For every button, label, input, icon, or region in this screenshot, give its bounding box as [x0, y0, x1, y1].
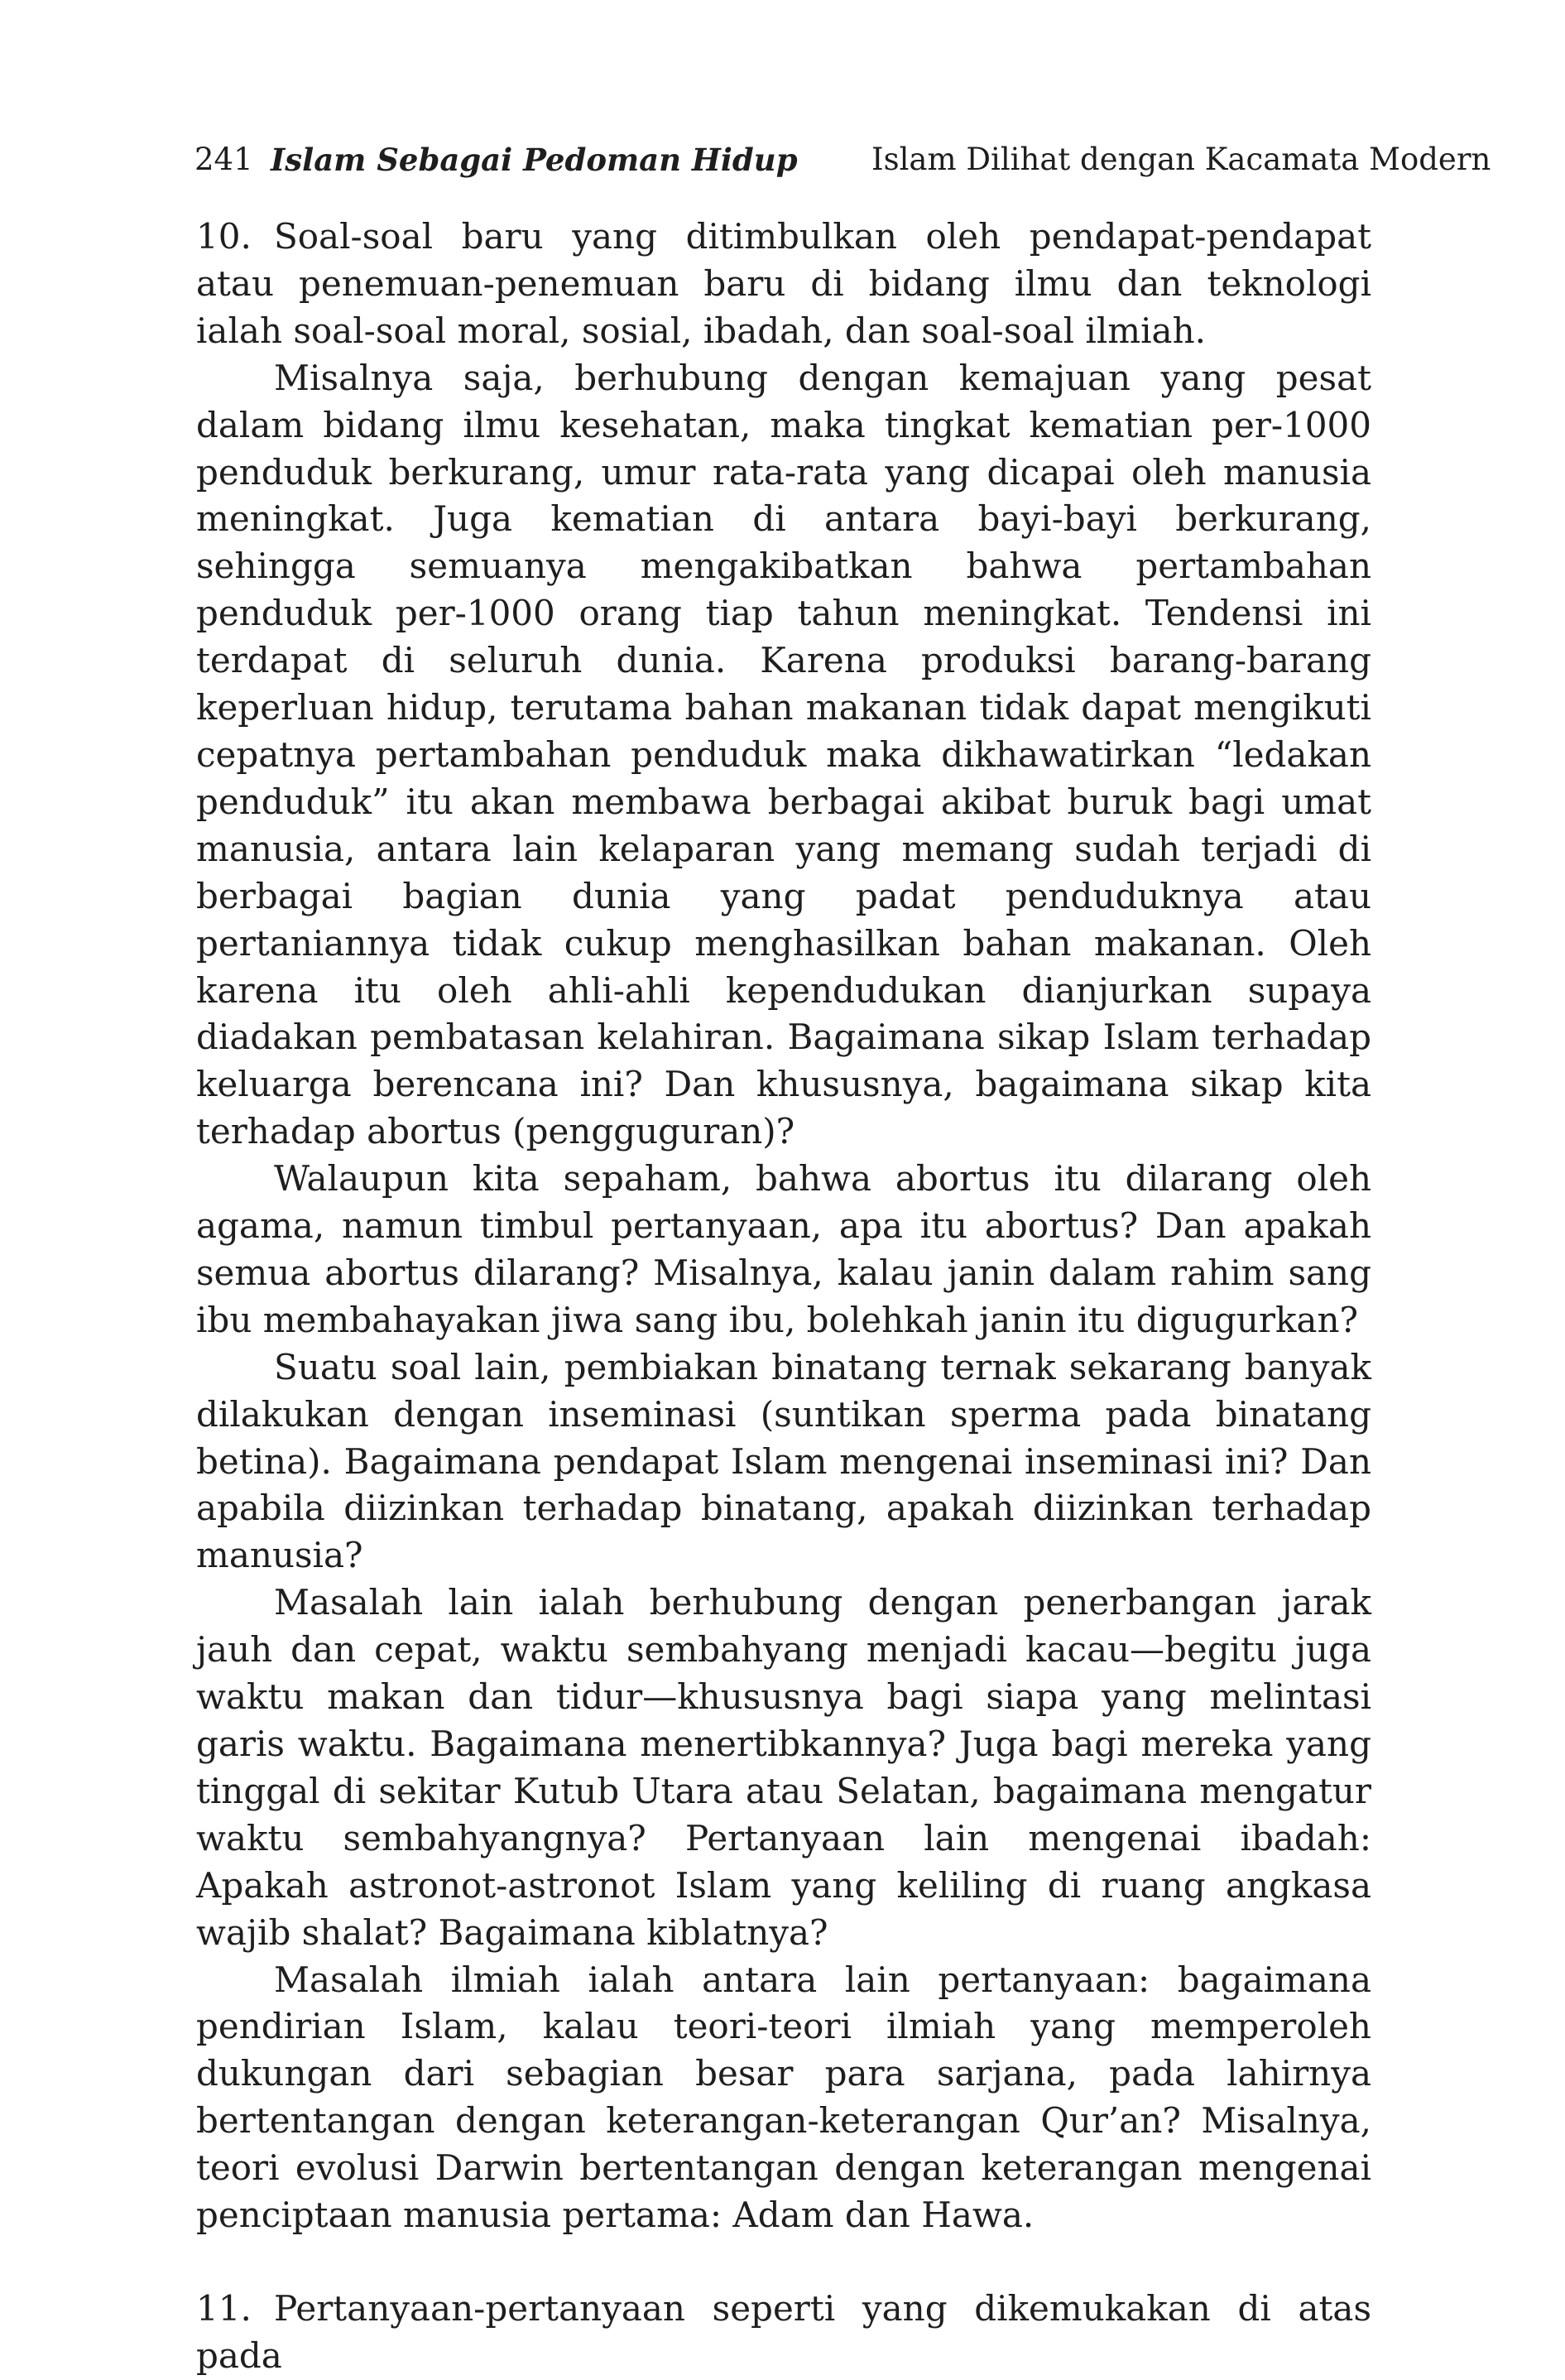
page-number: 241 [194, 142, 253, 177]
body-text [196, 214, 1371, 2380]
item-number: 10. [196, 216, 252, 257]
chapter-title: Islam Dilihat dengan Kacamata Modern [871, 142, 1491, 177]
running-header [194, 135, 1491, 185]
paragraph-prayer-times: Masalah lain ialah berhubung dengan penerbangan jarak jauh dan cepat, waktu sembahyang menjadi kacau—begitu juga waktu makan dan tidur—khususnya bagi siapa yang melintasi garis waktu. Bagaimana menertibkannya? Juga bagi mereka yang tinggal di sekitar Kutub Utara atau Selatan, bagaimana mengatur waktu sembahyangnya? Pertanyaan lain mengenai ibadah: Apakah astronot-astronot Islam yang keliling di ruang angkasa wajib shalat? Bagaimana kiblatnya? [196, 1582, 1371, 1953]
numbered-item-11 [196, 2286, 1371, 2380]
numbered-item-10 [196, 214, 1371, 355]
item-number: 11. [196, 2287, 252, 2329]
paragraph-population: Misalnya saja, berhubung dengan kemajuan yang pesat dalam bidang ilmu kesehatan, maka tingkat kematian per-1000 penduduk berkurang, umur rata-rata yang dicapai oleh manusia meningkat. Juga kematian di antara bayi-bayi berkurang, sehingga semuanya mengakibatkan bahwa pertambahan penduduk per-1000 orang tiap tahun meningkat. Tendensi ini terdapat di seluruh dunia. Karena produksi barang-barang keperluan hidup, terutama bahan makanan tidak dapat mengikuti cepatnya pertambahan penduduk maka dikhawatirkan “ledakan penduduk” itu akan membawa berbagai akibat buruk bagi umat manusia, antara lain kelaparan yang memang sudah terjadi di berbagai bagian dunia yang padat penduduknya atau pertaniannya tidak cukup menghasilkan bahan makanan. Oleh karena itu oleh ahli-ahli kependudukan dianjurkan supaya diadakan pembatasan kelahiran. Bagaimana sikap Islam terhadap keluarga berencana ini? Dan khususnya, bagaimana sikap kita terhadap abortus (pengguguran)? [196, 357, 1371, 1152]
paragraph-abortion: Walaupun kita sepaham, bahwa abortus itu dilarang oleh agama, namun timbul pertanyaan, apa itu abortus? Dan apakah semua abortus dilarang? Misalnya, kalau janin dalam rahim sang ibu membahayakan jiwa sang ibu, bolehkah janin itu digugurkan? [196, 1158, 1371, 1340]
book-title: Islam Sebagai Pedoman Hidup [271, 142, 798, 178]
item-text: Pertanyaan-pertanyaan seperti yang dikemukakan di atas pada [196, 2287, 1371, 2376]
paragraph-scientific-issues: Masalah ilmiah ialah antara lain pertanyaan: bagaimana pendirian Islam, kalau teori-teori ilmiah yang memperoleh dukungan dari sebagian besar para sarjana, pada lahirnya bertentangan dengan keterangan-keterangan Qur’an? Misalnya, teori evolusi Darwin bertentangan dengan keterangan mengenai penciptaan manusia pertama: Adam dan Hawa. [196, 1959, 1371, 2236]
paragraph-insemination: Suatu soal lain, pembiakan binatang ternak sekarang banyak dilakukan dengan inseminasi (suntikan sperma pada binatang betina). Bagaimana pendapat Islam mengenai inseminasi ini? Dan apabila diizinkan terhadap binatang, apakah diizinkan terhadap manusia? [196, 1346, 1371, 1576]
item-text: Soal-soal baru yang ditimbulkan oleh pendapat-pendapat atau penemuan-penemuan baru di bidang ilmu dan teknologi ialah soal-soal moral, sosial, ibadah, dan soal-soal ilmiah. [196, 216, 1371, 351]
